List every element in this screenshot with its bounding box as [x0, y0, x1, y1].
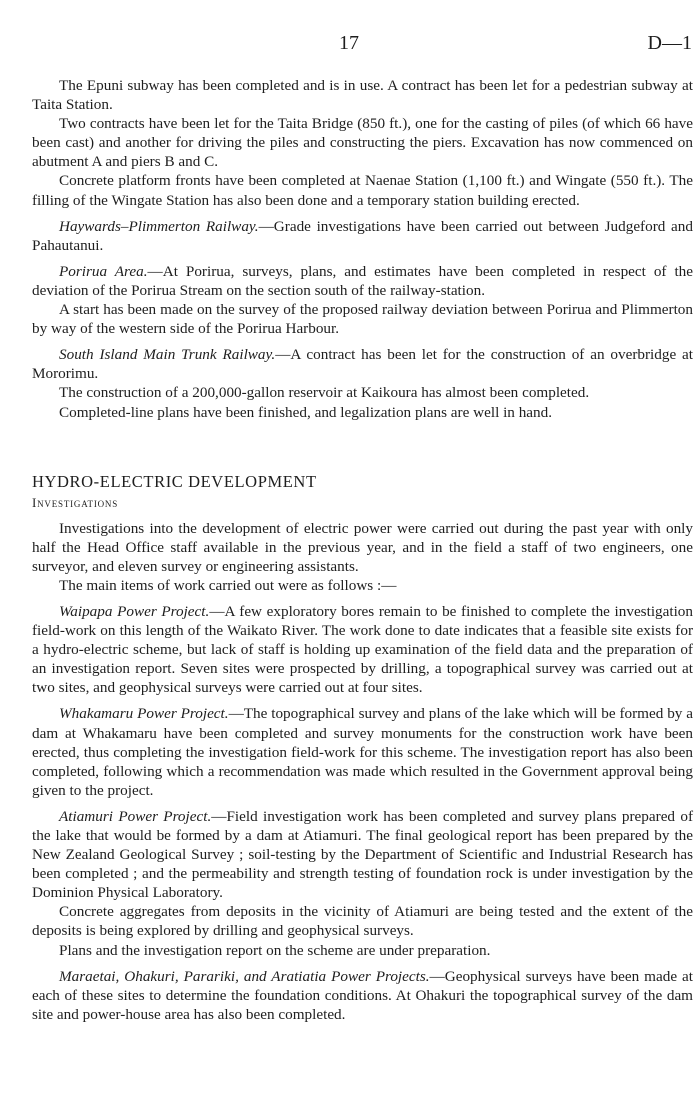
- paragraph-text: —A few exploratory bores remain to be finished to complete the investigation field-work on this length of the Waikato River. The work done to date indicates that a feasible site exists for a hydro-electric scheme, but lack of staff is holding up examination of the field data and the preparation of an investigation report. Seven sites were prospected by drilling, a topographical survey was carried out at two sites, and geophysical surveys were carried out at four sites.: [32, 602, 693, 697]
- paragraph-lead: South Island Main Trunk Railway.: [59, 346, 276, 364]
- paragraph-lead: Waipapa Power Project.: [59, 602, 210, 620]
- paragraph: [32, 576, 693, 595]
- paragraph: [32, 807, 693, 902]
- paragraph: [32, 262, 693, 300]
- page-header: [0, 32, 700, 56]
- paragraph-lead: Whakamaru Power Project.: [59, 705, 229, 723]
- paragraph: [32, 300, 693, 338]
- paragraph: [32, 114, 693, 171]
- paragraph-lead: Maraetai, Ohakuri, Parariki, and Aratiatia Power Projects.: [59, 967, 430, 985]
- body-text: [32, 76, 693, 1024]
- section-subtitle: Investigations: [32, 494, 119, 510]
- paragraph: [32, 217, 693, 255]
- paragraph: [32, 902, 693, 940]
- paragraph-text: The construction of a 200,000-gallon reservoir at Kaikoura has almost been completed.: [59, 384, 590, 402]
- paragraph-text: Plans and the investigation report on the scheme are under preparation.: [59, 941, 491, 959]
- paragraph-text: Completed-line plans have been finished, and legalization plans are well in hand.: [59, 403, 553, 421]
- paragraph-text: —At Porirua, surveys, plans, and estimates have been completed in respect of the deviation of the Porirua Stream on the section south of the railway-station.: [32, 262, 693, 299]
- paragraph-text: —Grade investigations have been carried out between Judgeford and Pahautanui.: [32, 217, 693, 254]
- paragraph: [32, 383, 693, 402]
- paragraph-text: —Field investigation work has been completed and survey plans prepared of the lake that would be formed by a dam at Atiamuri. The final geological report has been prepared by the New Zealand Geological Survey ; soil-testing by the Department of Scientific and Industrial Research has been completed ; and the permeability and strength testing of foundation rock is under investigation by the Dominion Physical Laboratory.: [32, 807, 694, 902]
- paragraph-lead: Porirua Area.: [59, 262, 148, 280]
- paragraph: [32, 76, 693, 114]
- section-title: HYDRO-ELECTRIC DEVELOPMENT: [32, 471, 317, 491]
- paragraph: [32, 967, 693, 1024]
- paragraph: [32, 171, 693, 209]
- paragraph-text: —Geophysical surveys have been made at each of these sites to determine the foundation conditions. At Ohakuri the topographical survey of the dam site and power-house area has also been completed.: [32, 967, 693, 1023]
- paragraph: [32, 602, 693, 697]
- paragraph-text: A start has been made on the survey of the proposed railway deviation between Porirua and Plimmerton by way of the western side of the Porirua Harbour.: [32, 301, 693, 338]
- paragraph-text: —The topographical survey and plans of the lake which will be formed by a dam at Whakamaru have been completed and survey monuments for the construction work have been erected, thus completing the investigation field-work for this scheme. The investigation report has also been completed, following which a recommendation was made which resulted in the Government approval being given to the project.: [32, 705, 693, 799]
- paragraph-text: Concrete aggregates from deposits in the vicinity of Atiamuri are being tested and the extent of the deposits is being explored by drilling and geophysical surveys.: [32, 903, 693, 940]
- document-reference: D—1: [647, 32, 692, 54]
- paragraph-text: The main items of work carried out were as follows :—: [59, 576, 397, 594]
- page-number: 17: [339, 32, 359, 54]
- paragraph: [32, 345, 693, 383]
- paragraph: [32, 403, 693, 422]
- paragraph-lead: Haywards–Plimmerton Railway.: [59, 217, 259, 235]
- paragraph-text: Investigations into the development of electric power were carried out during the past year with only half the Head Office staff available in the previous year, and in the field a staff of two engineers, one surveyor, and eleven survey or engineering assistants.: [32, 519, 693, 575]
- paragraph: [32, 704, 693, 799]
- paragraph-text: —A contract has been let for the construction of an overbridge at Mororimu.: [32, 346, 693, 383]
- paragraph: [32, 519, 693, 576]
- paragraph-text: The Epuni subway has been completed and is in use. A contract has been let for a pedestrian subway at Taita Station.: [32, 77, 693, 114]
- paragraph: [32, 941, 693, 960]
- paragraph-text: Concrete platform fronts have been completed at Naenae Station (1,100 ft.) and Wingate (550 ft.). The filling of the Wingate Station has also been done and a temporary station building erected.: [32, 172, 693, 209]
- paragraph-text: Two contracts have been let for the Taita Bridge (850 ft.), one for the casting of piles (of which 66 have been cast) and another for driving the piles and constructing the piers. Excavation has now commenced on abutment A and piers B and C.: [32, 115, 693, 171]
- paragraph-lead: Atiamuri Power Project.: [59, 807, 212, 825]
